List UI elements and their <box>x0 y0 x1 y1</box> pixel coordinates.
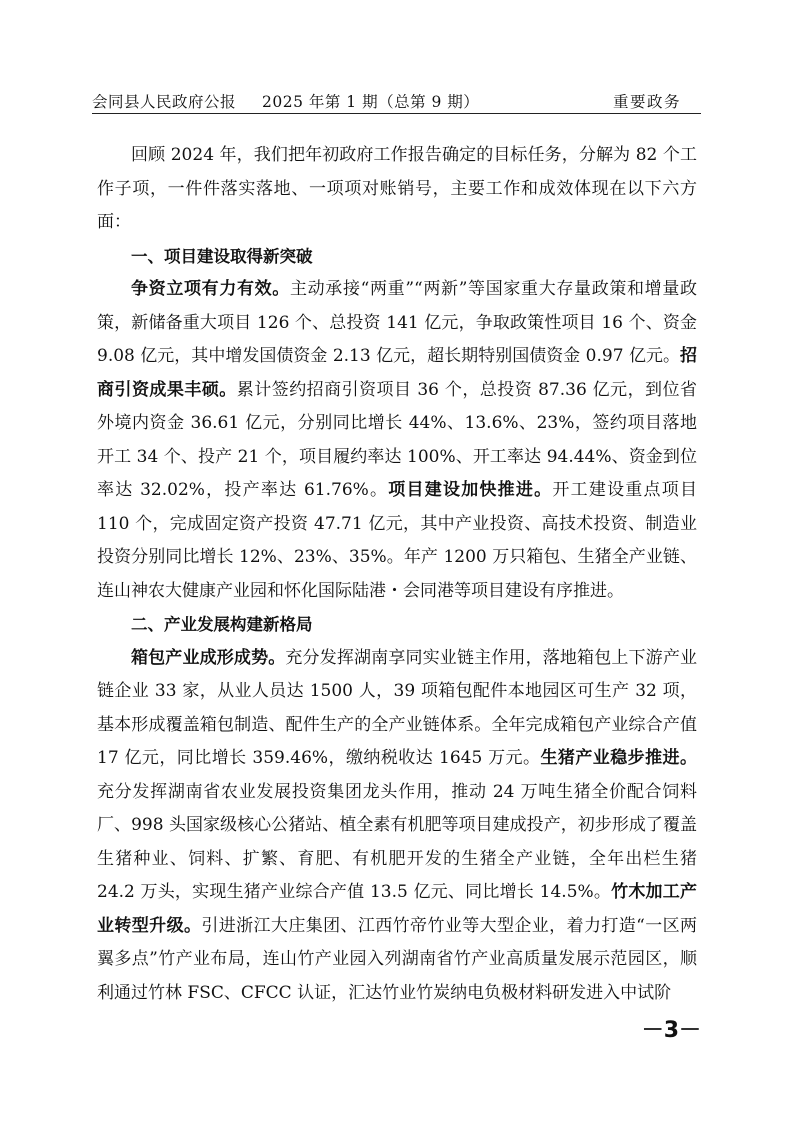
paragraph-industry <box>97 642 697 1011</box>
section-heading-1: 一、项目建设取得新突破 <box>131 246 313 266</box>
intro-paragraph <box>97 139 697 240</box>
paragraph-text: 充分发挥湖南享同实业链主作用，落地箱包上下游产业链企业 33 家，从业人员达 1500 人，39 项箱包配件本地园区可生产 32 项，基本形成覆盖箱包制造、配件生产的全产业链体系。全年完成箱包产业综合产值 17 亿元，同比增长 359.46%，缴纳税收达 1645 万元。 <box>97 647 697 768</box>
paragraph-text: 引进浙江大庄集团、江西竹帝竹业等大型企业，着力打造“一区两翼多点”竹产业布局，连山竹产业园入列湖南省竹产业高质量发展示范园区，顺利通过竹林 FSC、CFCC 认证，汇达竹业竹炭纳电负极材料研发进入中试阶 <box>97 915 697 1003</box>
lead-phrase: 争资立项有力有效。 <box>131 279 290 299</box>
lead-phrase: 招商引资成果丰硕。 <box>97 346 697 400</box>
lead-phrase: 竹木加工产业转型升级。 <box>97 882 697 936</box>
lead-phrase: 项目建设加快推进。 <box>388 480 553 500</box>
header-rule <box>92 113 701 114</box>
lead-phrase: 生猪产业稳步推进。 <box>540 748 697 768</box>
paragraph-text: 累计签约招商引资项目 36 个，总投资 87.36 亿元，到位省外境内资金 36.61 亿元，分别同比增长 44%、13.6%、23%，签约项目落地开工 34 个、投产 21 个，项目履约率达 100%、开工率达 94.44%、资金到位率达 32.02%，投产率达 61.76%。 <box>97 379 698 500</box>
document-body <box>97 139 697 1010</box>
lead-phrase: 箱包产业成形成势。 <box>131 647 286 668</box>
publication-title: 会同县人民政府公报 <box>92 93 237 111</box>
intro-text: 回顾 2024 年，我们把年初政府工作报告确定的目标任务，分解为 82 个工作子项，一件件落实落地、一项项对账销号，主要工作和成效体现在以下六方面： <box>97 145 697 232</box>
paragraph-text: 充分发挥湖南省农业发展投资集团龙头作用，推动 24 万吨生猪全价配合饲料厂、998 头国家级核心公猪站、植全素有机肥等项目建成投产，初步形成了覆盖生猪种业、饲料、扩繁、育肥、有机肥开发的生猪全产业链，全年出栏生猪 24.2 万头，实现生猪产业综合产值 13.5 亿元、同比增长 14.5%。 <box>97 781 697 902</box>
section-heading-2: 二、产业发展构建新格局 <box>131 615 313 634</box>
paragraph-projects <box>97 273 697 608</box>
section-title: 重要政务 <box>612 93 681 111</box>
running-header <box>92 86 701 114</box>
paragraph-text: 开工建设重点项目 110 个，完成固定资产投资 47.71 亿元，其中产业投资、高技术投资、制造业投资分别同比增长 12%、23%、35%。年产 1200 万只箱包、生猪全产业链、连山神农大健康产业园和怀化国际陆港・会同港等项目建设有序推进。 <box>97 480 698 601</box>
paragraph-text: 主动承接“两重”“两新”等国家重大存量政策和增量政策，新储备重大项目 126 个、总投资 141 亿元，争取政策性项目 16 个、资金 9.08 亿元，其中增发国债资金 2.13 亿元，超长期特别国债资金 0.97 亿元。 <box>97 279 698 366</box>
page-number: －3－ <box>641 1018 701 1043</box>
issue-number: 2025 年第 1 期（总第 9 期） <box>262 93 480 111</box>
